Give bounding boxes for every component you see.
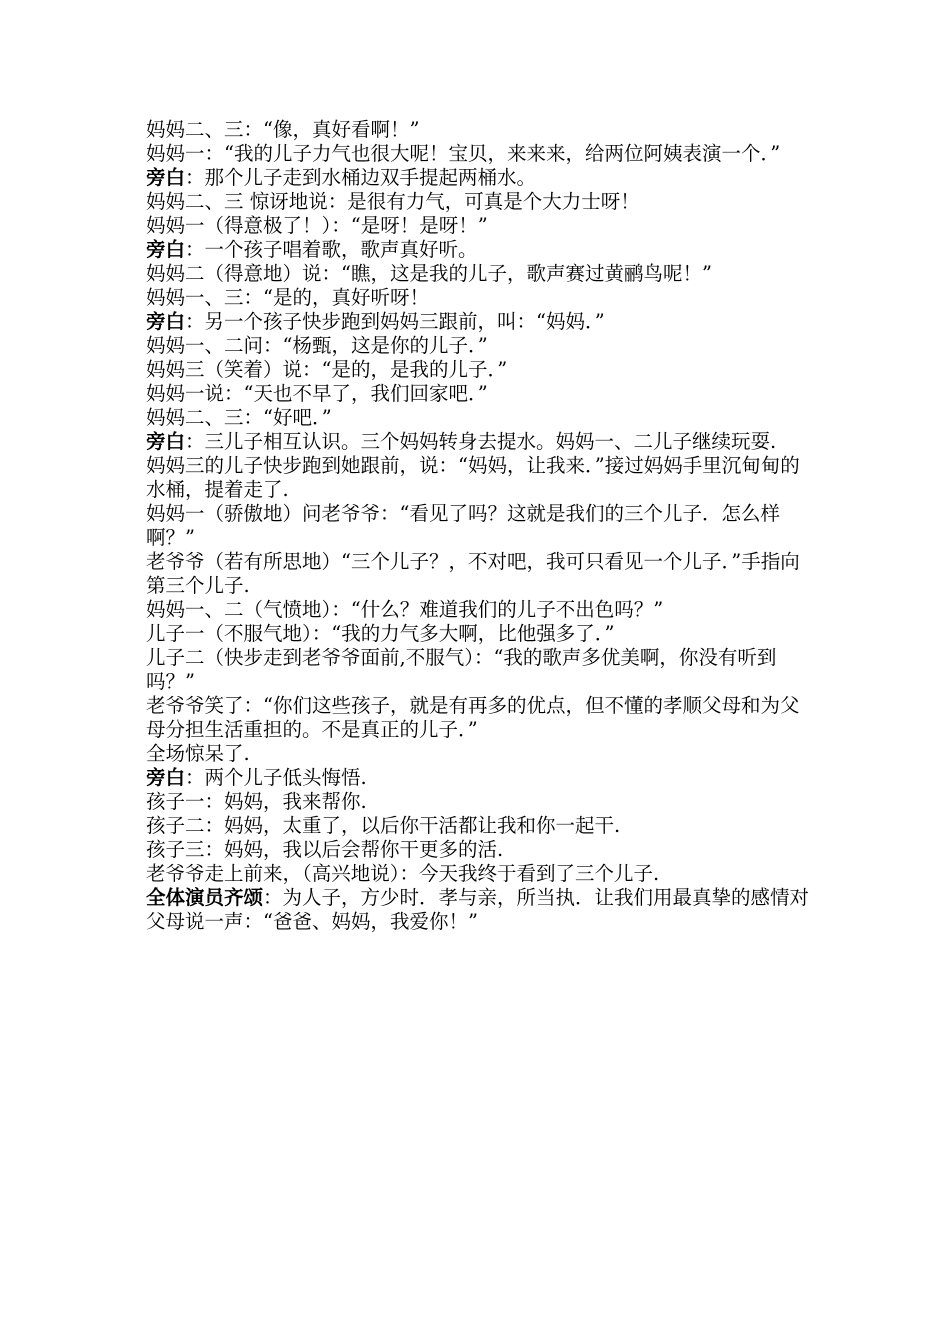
line-text: 妈妈二（得意地）说：“瞧，这是我的儿子，歌声赛过黄鹂鸟呢！” <box>146 262 712 285</box>
line-text: 妈妈一、二问：“杨甄，这是你的儿子．” <box>146 334 488 357</box>
script-line <box>146 118 811 142</box>
script-line <box>146 310 811 334</box>
script-line <box>146 406 811 430</box>
script-line <box>146 862 811 886</box>
script-line <box>146 646 811 694</box>
script-line <box>146 238 811 262</box>
line-text: 孩子二：妈妈，太重了，以后你干活都让我和你一起干. <box>146 814 621 837</box>
line-text: ：另一个孩子快步跑到妈妈三跟前，叫：“妈妈．” <box>185 310 605 333</box>
script-line <box>146 382 811 406</box>
script-line <box>146 334 811 358</box>
line-text: 妈妈一、三：“是的，真好听呀！ <box>146 286 429 309</box>
line-text: 老爷爷（若有所思地）“三个儿子？，不对吧，我可只看见一个儿子．”手指向第三个儿子. <box>146 550 800 597</box>
script-line <box>146 454 811 502</box>
line-text: 妈妈一（得意极了！）：“是呀！是呀！” <box>146 214 488 237</box>
line-text: 孩子三：妈妈，我以后会帮你干更多的活. <box>146 838 504 861</box>
line-text: ：三儿子相互认识。三个妈妈转身去提水。妈妈一、二儿子继续玩耍. <box>185 430 777 453</box>
script-line <box>146 550 811 598</box>
script-line <box>146 214 811 238</box>
script-line <box>146 358 811 382</box>
speaker-label: 全体演员齐颂 <box>146 886 264 909</box>
speaker-label: 旁白 <box>146 766 186 789</box>
line-text: 妈妈一、二（气愤地）：“什么？难道我们的儿子不出色吗？” <box>146 598 664 621</box>
script-line <box>146 694 811 742</box>
script-line <box>146 742 811 766</box>
script-line <box>146 262 811 286</box>
script-line <box>146 598 811 622</box>
line-text: 老爷爷笑了：“你们这些孩子，就是有再多的优点，但不懂的孝顺父母和为父母分担生活重担的。不是真正的儿子．” <box>146 694 800 741</box>
speaker-label: 旁白 <box>146 166 186 189</box>
speaker-label: 旁白 <box>146 430 186 453</box>
script-line <box>146 142 811 166</box>
line-text: 全场惊呆了. <box>146 742 250 765</box>
line-text: 妈妈二、三 惊讶地说：是很有力气，可真是个大力士呀！ <box>146 190 640 213</box>
line-text: 儿子二（快步走到老爷爷面前,不服气）：“我的歌声多优美啊，你没有听到吗？” <box>146 646 777 693</box>
script-line <box>146 190 811 214</box>
script-line <box>146 790 811 814</box>
line-text: 妈妈二、三：“像，真好看啊！” <box>146 118 420 141</box>
line-text: 妈妈三（笑着）说：“是的，是我的儿子．” <box>146 358 508 381</box>
script-line <box>146 166 811 190</box>
script-line <box>146 286 811 310</box>
line-text: ：为人子，方少时．孝与亲，所当执．让我们用最真挚的感情对父母说一声：“爸爸、妈妈，我爱你！” <box>146 886 810 933</box>
script-line <box>146 766 811 790</box>
line-text: 妈妈一：“我的儿子力气也很大呢！宝贝，来来来，给两位阿姨表演一个．” <box>146 142 781 165</box>
line-text: 妈妈三的儿子快步跑到她跟前，说：“妈妈，让我来．”接过妈妈手里沉甸甸的水桶，提着走了. <box>146 454 800 501</box>
line-text: 妈妈二、三：“好吧．” <box>146 406 332 429</box>
script-line <box>146 814 811 838</box>
line-text: 妈妈一（骄傲地）问老爷爷：“看见了吗？这就是我们的三个儿子．怎么样啊？” <box>146 502 780 549</box>
script-line <box>146 502 811 550</box>
line-text: 老爷爷走上前来，（高兴地说）：今天我终于看到了三个儿子. <box>146 862 660 885</box>
line-text: 孩子一：妈妈，我来帮你. <box>146 790 367 813</box>
line-text: ：一个孩子唱着歌，歌声真好听。 <box>185 238 478 261</box>
script-line <box>146 886 811 934</box>
line-text: 儿子一（不服气地）：“我的力气多大啊，比他强多了．” <box>146 622 615 645</box>
line-text: 妈妈一说：“天也不早了，我们回家吧．” <box>146 382 488 405</box>
script-line <box>146 430 811 454</box>
script-line <box>146 838 811 862</box>
line-text: ：那个儿子走到水桶边双手提起两桶水。 <box>185 166 537 189</box>
script-line <box>146 622 811 646</box>
speaker-label: 旁白 <box>146 238 186 261</box>
speaker-label: 旁白 <box>146 310 186 333</box>
script-document <box>146 118 811 934</box>
line-text: ：两个儿子低头悔悟. <box>185 766 367 789</box>
